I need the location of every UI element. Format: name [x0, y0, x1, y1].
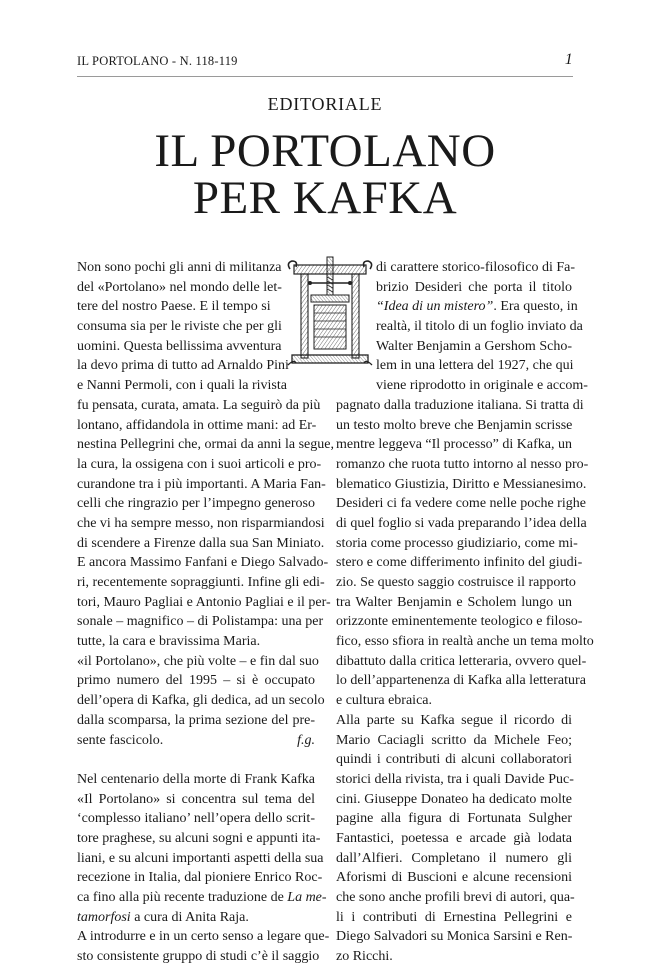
- text-line: realtà, il titolo di un foglio inviato da: [376, 319, 583, 335]
- text-line: zo Ricchi.: [336, 949, 393, 965]
- text-line: Alla parte su Kafka segue il ricordo di: [336, 712, 572, 728]
- article-title: [0, 125, 650, 224]
- left-column: [77, 258, 334, 967]
- text-line: tori, Mauro Pagliai e Antonio Pagliai e il per-: [77, 594, 331, 610]
- text-line: ‘complesso italiano’ nell’opera dello scrit-: [77, 811, 315, 827]
- text-line: «Il Portolano» si concentra sul tema del: [77, 791, 315, 807]
- paragraph-gap: [77, 750, 315, 770]
- text-line-mixed: [77, 888, 327, 908]
- text-line: pagnato dalla traduzione italiana. Si tratta di: [336, 397, 584, 413]
- text-line: uomini. Questa bellissima avventura: [77, 338, 282, 354]
- author-signature: f.g.: [297, 732, 315, 748]
- text-line: Desideri ci fa vedere come nelle poche righe: [336, 496, 586, 512]
- text-line: brizio Desideri che porta il titolo: [376, 279, 572, 295]
- italic-title: La me-: [287, 890, 327, 905]
- text-line: fico, esso sfiora in realtà anche un tema molto: [336, 634, 594, 650]
- text-line: orizzonte eminentemente teologico e filoso-: [336, 614, 583, 630]
- text-line: dibattuto dalla critica letteraria, ovvero quel-: [336, 653, 587, 669]
- text-line: Aforismi di Buscioni e alcune recensioni: [336, 870, 572, 886]
- text-line: Fantastici, poetessa e arcade già lodata: [336, 830, 572, 846]
- text-line: sente fascicolo.: [77, 732, 164, 748]
- text-line: che sono anche profili brevi di autori, qua-: [336, 890, 575, 905]
- text-line: sonale – magnifico – di Polistampa: una per: [77, 614, 324, 630]
- text-line: E ancora Massimo Fanfani e Diego Salvado-: [77, 555, 329, 571]
- title-line: IL PORTOLANO: [154, 125, 496, 177]
- text-line: quindi i contributi di alcuni collaboratori: [336, 752, 572, 768]
- section-label: EDITORIALE: [267, 94, 383, 114]
- header-rule: [77, 76, 573, 77]
- text-line: cini. Giuseppe Donateo ha dedicato molte: [336, 791, 572, 807]
- text-line: Mario Caciagli scritto da Michele Feo;: [336, 732, 572, 748]
- text-line: un testo molto breve che Benjamin scrisse: [336, 417, 573, 433]
- journal-issue: IL PORTOLANO - N. 118-119: [77, 54, 238, 68]
- text-line: dall’Alfieri. Completano il numero gli: [336, 850, 572, 866]
- text-line: nestina Pellegrini che, ormai da anni la segue,: [77, 437, 334, 453]
- text-line: la cura, la ossigena con i suoi articoli e pro-: [77, 456, 322, 472]
- text-line: lem in una lettera del 1927, che qui: [376, 358, 574, 374]
- text-line: dell’opera di Kafka, gli dedica, ad un secolo: [77, 693, 325, 709]
- text-line: mentre leggeva “Il processo” di Kafka, un: [336, 437, 572, 453]
- title-line: PER KAFKA: [192, 172, 458, 224]
- text-line: tra Walter Benjamin e Scholem lungo un: [336, 594, 572, 610]
- running-head: [77, 52, 573, 74]
- text-line: . Era questo, in: [493, 299, 578, 315]
- right-column: [336, 258, 594, 967]
- text-line: lontano, affidandola in ottime mani: ad Er-: [77, 417, 317, 433]
- italic-title: tamorfosi: [77, 909, 131, 925]
- text-line: la devo prima di tutto ad Arnaldo Pini: [77, 358, 289, 374]
- text-line: dalla scomparsa, la prima sezione del pre-: [77, 712, 315, 728]
- text-line: ca fino alla più recente traduzione de: [77, 890, 288, 905]
- text-line: «il Portolano», che più volte – e fin dal suo: [77, 653, 319, 669]
- text-line: primo numero del 1995 – si è occupato: [77, 673, 315, 689]
- text-line: storici della rivista, tra i quali Davide Puc-: [336, 771, 574, 787]
- text-line: recezione in Italia, dal pioniere Enrico Roc-: [77, 870, 323, 886]
- text-line: romanzo che ruota tutto intorno al nesso pro-: [336, 456, 589, 472]
- text-line: viene riprodotto in originale e accom-: [376, 378, 588, 394]
- text-line: tutte, la cara e bravissima Maria.: [77, 634, 261, 650]
- text-line: curandone tra i più importanti. A Maria Fan-: [77, 476, 326, 492]
- page-number: 1: [564, 51, 573, 68]
- text-line: del «Portolano» nel mondo delle let-: [77, 279, 282, 295]
- text-line: consuma sia per le riviste che per gli: [77, 319, 282, 335]
- text-line: di quel foglio si vada preparando l’idea della: [336, 515, 587, 531]
- text-line: Walter Benjamin a Gershom Scho-: [376, 338, 572, 354]
- text-line: tore praghese, su alcuni sogni e appunti ita-: [77, 830, 321, 846]
- text-line: lo dell’appartenenza di Kafka alla letteratura: [336, 673, 586, 689]
- text-line: di scendere a Firenze dalla sua San Miniato.: [77, 535, 325, 551]
- text-line: ri, recentemente sopraggiunti. Infine gli edi-: [77, 575, 325, 590]
- text-line-mixed: [376, 297, 578, 317]
- text-line-mixed: [77, 908, 315, 928]
- text-line: pagine alla figura di Fortunata Sulgher: [336, 811, 572, 827]
- text-line: Nel centenario della morte di Frank Kafka: [77, 771, 315, 787]
- text-line: e cultura ebraica.: [336, 693, 432, 709]
- text-line-signed: [77, 731, 315, 751]
- text-line: li i contributi di Ernestina Pellegrini e: [336, 909, 572, 925]
- text-line: zio. Se questo saggio costruisce il rapporto: [336, 575, 576, 590]
- text-line: storia come processo giudiziario, come mi-: [336, 535, 578, 551]
- text-line: fu pensata, curata, amata. La seguirò da più: [77, 397, 321, 413]
- text-line: A introdurre e in un certo senso a legare que-: [77, 929, 330, 945]
- text-line: di carattere storico-filosofico di Fa-: [376, 260, 576, 275]
- text-line: celli che ringrazio per l’impegno generoso: [77, 496, 315, 512]
- text-line: a cura di Anita Raja.: [130, 909, 249, 925]
- text-line: che vi ha sempre messo, non risparmiandosi: [77, 515, 325, 531]
- text-line: liani, e su alcuni importanti aspetti della sua: [77, 850, 324, 866]
- text-line: Diego Salvadori su Monica Sarsini e Ren-: [336, 929, 573, 945]
- italic-title: “Idea di un mistero”: [376, 299, 494, 315]
- text-line: e Nanni Permoli, con i quali la rivista: [77, 378, 287, 394]
- text-line: blematico Giustizia, Diritto e Messianesimo.: [336, 476, 587, 492]
- text-line: sto consistente gruppo di studi c’è il saggio: [77, 949, 320, 965]
- text-line: stero e come differimento infinito del giudi-: [336, 555, 583, 571]
- text-line: Non sono pochi gli anni di militanza: [77, 260, 282, 275]
- text-line: tere del nostro Paese. E il tempo si: [77, 299, 271, 315]
